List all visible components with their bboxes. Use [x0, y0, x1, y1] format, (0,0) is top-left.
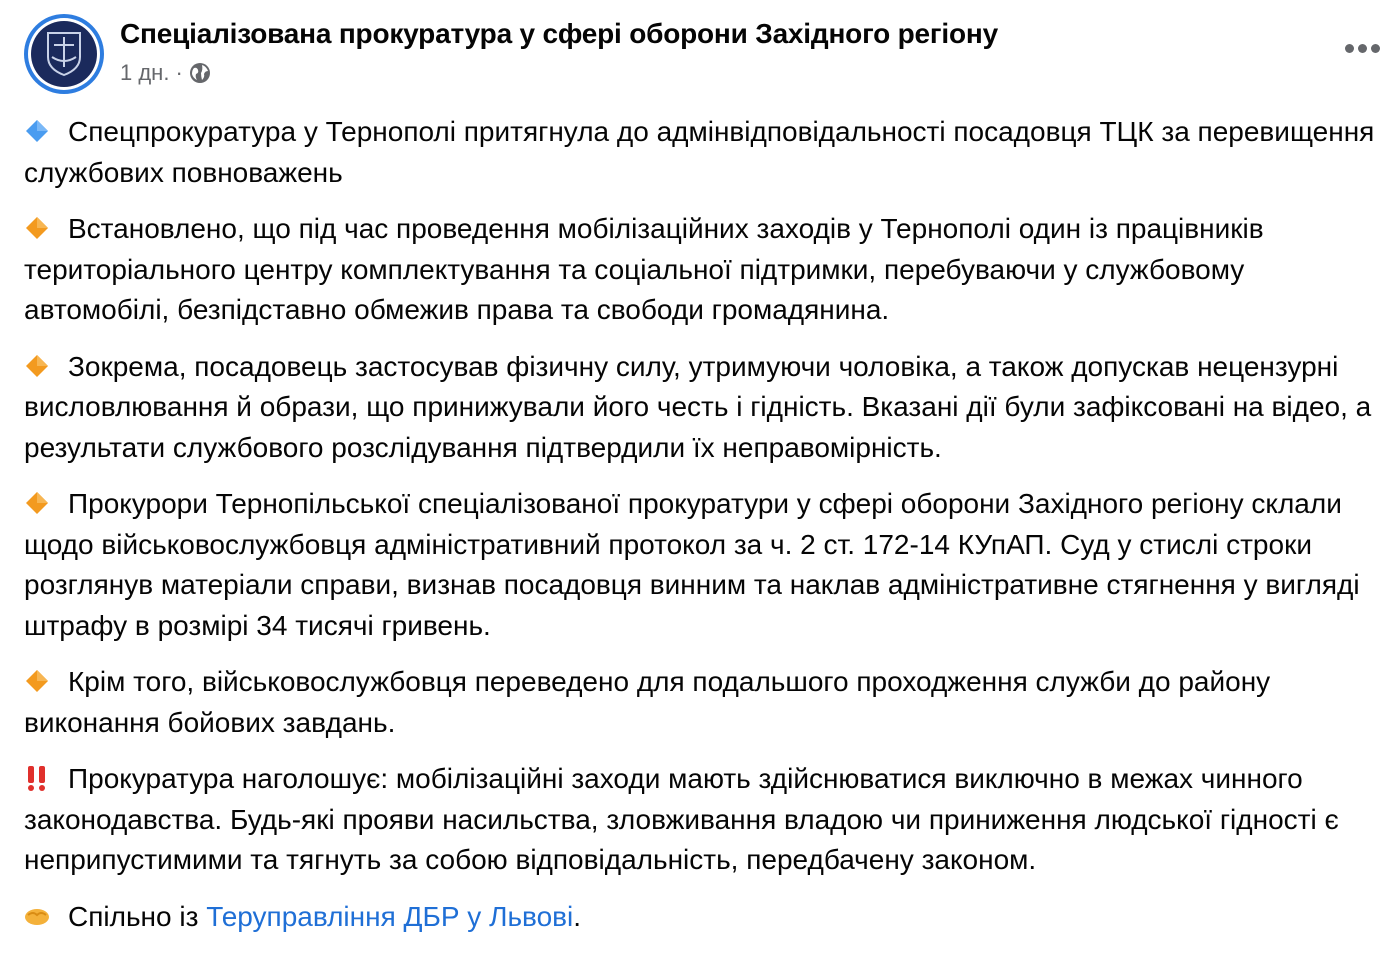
paragraph-closing	[24, 897, 1394, 938]
more-dot	[1358, 44, 1367, 53]
orange-diamond-icon	[24, 668, 50, 694]
more-dot	[1371, 44, 1380, 53]
paragraph-text: Спецпрокуратура у Тернополі притягнула до адмінвідповідальності посадовця ТЦК за перевищення службових повноважень	[24, 116, 1375, 188]
post-header	[24, 14, 1400, 94]
more-horizontal-icon	[1345, 44, 1354, 53]
paragraph	[24, 209, 1394, 331]
dbr-lviv-link[interactable]: Теруправління ДБР у Львові	[206, 900, 574, 932]
meta-separator: ·	[175, 60, 183, 85]
paragraph-text: Прокурори Тернопільської спеціалізованої прокуратури у сфері оборони Західного регіону склали щодо військовослужбовця адміністративний протокол за ч. 2 ст. 172-14 КУпАП. Суд у стислі строки розглянув матеріали справи, визнав посадовця винним та наклав адміністративне стягнення у вигляді штрафу в розмірі 34 тисячі гривень.	[24, 488, 1360, 641]
post-timestamp[interactable]: 1 дн.	[120, 60, 170, 85]
prosecutor-emblem-icon	[31, 21, 97, 87]
paragraph-text: Зокрема, посадовець застосував фізичну силу, утримуючи чоловіка, а також допускав нецензурні висловлювання й образи, що принижували його честь і гідність. Вказані дії були зафіксовані на відео, а результати службового розслідування підтвердили їх неправомірність.	[24, 350, 1372, 463]
paragraph-text: Встановлено, що під час проведення мобілізаційних заходів у Тернополі один із працівників територіального центру комплектування та соціальної підтримки, перебуваючи у службовому автомобілі, безпідставно обмежив права та свободи громадянина.	[24, 213, 1264, 325]
blue-diamond-icon	[24, 118, 50, 144]
paragraph	[24, 662, 1394, 743]
paragraph	[24, 484, 1394, 646]
avatar-ring	[28, 18, 100, 90]
orange-diamond-icon	[24, 215, 50, 241]
page-avatar[interactable]	[24, 14, 104, 94]
paragraph	[24, 347, 1394, 469]
globe-icon[interactable]	[189, 62, 211, 84]
post-body	[24, 112, 1394, 953]
double-exclamation-icon	[24, 765, 50, 791]
more-options-button[interactable]	[1345, 44, 1380, 53]
paragraph-text: Прокуратура наголошує: мобілізаційні заходи мають здійснюватися виключно в межах чинного законодавства. Будь-які прояви насильства, зловживання владою чи приниження людської гідності є неприпустимими та тягнуть за собою відповідальність, передбачену законом.	[24, 763, 1339, 875]
orange-diamond-icon	[24, 490, 50, 516]
closing-prefix: Спільно із	[68, 900, 207, 932]
orange-diamond-icon	[24, 353, 50, 379]
paragraph-headline	[24, 112, 1394, 193]
closing-suffix: .	[573, 900, 582, 932]
post-meta	[120, 60, 211, 86]
handshake-icon	[24, 903, 50, 929]
page-name[interactable]: Спеціалізована прокуратура у сфері оборони Західного регіону	[120, 18, 998, 49]
paragraph-text: Крім того, військовослужбовця переведено для подальшого проходження служби до району виконання бойових завдань.	[24, 666, 1271, 738]
paragraph	[24, 759, 1394, 881]
